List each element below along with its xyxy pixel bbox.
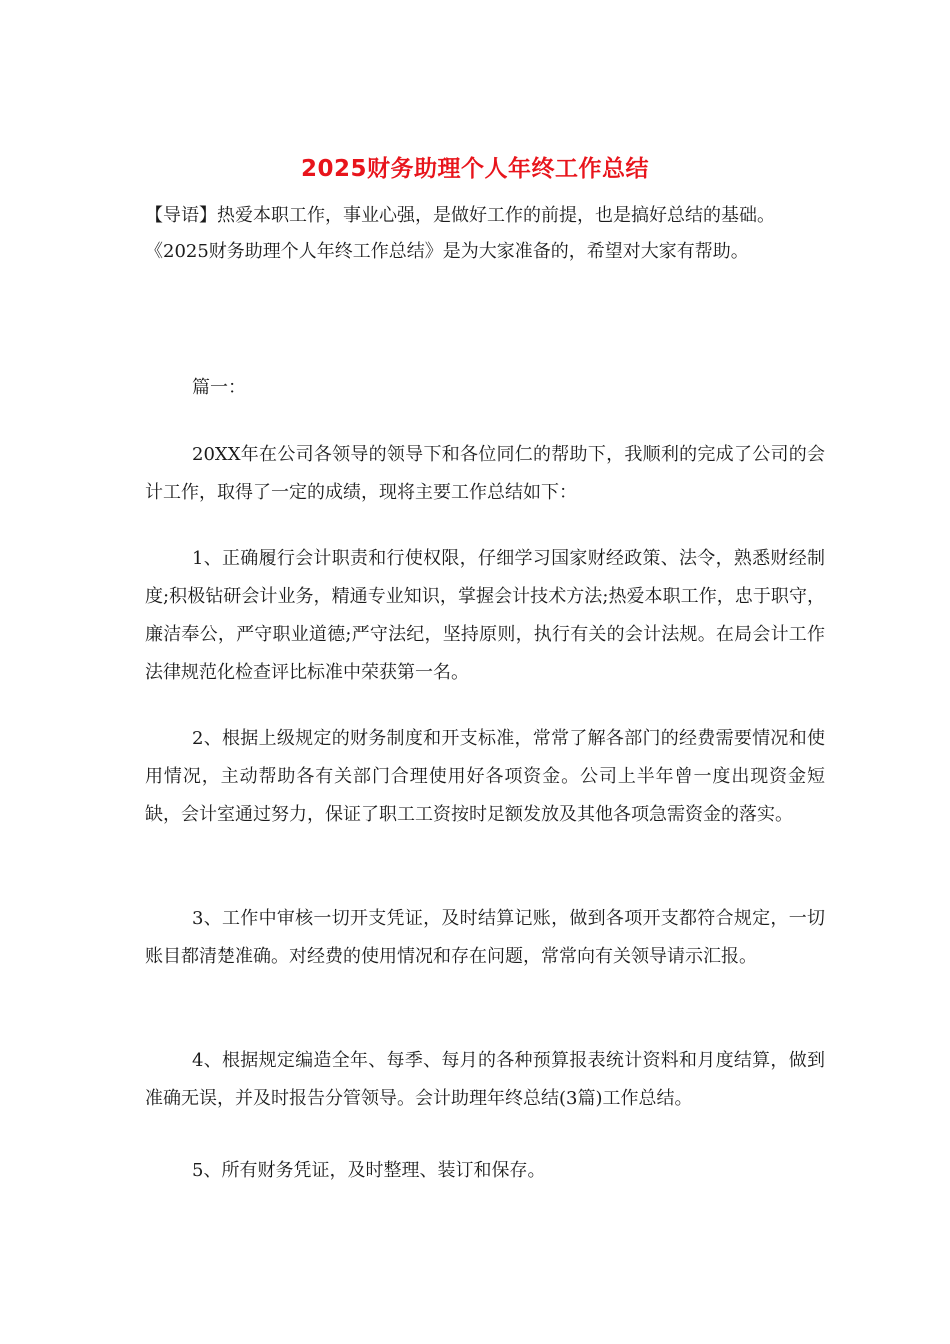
body-paragraph: 1、正确履行会计职责和行使权限，仔细学习国家财经政策、法令，熟悉财经制度;积极钻研会计业务，精通专业知识，掌握会计技术方法;热爱本职工作，忠于职守，廉洁奉公，严守职业道德;严守法纪，坚持原则，执行有关的会计法规。在局会计工作法律规范化检查评比标准中荣获第一名。 — [145, 548, 825, 683]
body-paragraph: 4、根据规定编造全年、每季、每月的各种预算报表统计资料和月度结算，做到准确无误，并及时报告分管领导。会计助理年终总结(3篇)工作总结。 — [145, 1050, 825, 1109]
intro-block — [145, 198, 835, 270]
intro-line: 《2025财务助理个人年终工作总结》是为大家准备的，希望对大家有帮助。 — [145, 241, 749, 262]
body-paragraph: 3、工作中审核一切开支凭证，及时结算记账，做到各项开支都符合规定，一切账目都清楚准确。对经费的使用情况和存在问题，常常向有关领导请示汇报。 — [145, 908, 825, 967]
intro-line: 【导语】热爱本职工作，事业心强，是做好工作的前提，也是搞好总结的基础。 — [145, 205, 775, 226]
section-heading: 篇一： — [192, 377, 246, 398]
body-paragraph: 2、根据上级规定的财务制度和开支标准，常常了解各部门的经费需要情况和使用情况，主动帮助各有关部门合理使用好各项资金。公司上半年曾一度出现资金短缺，会计室通过努力，保证了职工工资按时足额发放及其他各项急需资金的落实。 — [145, 728, 825, 825]
body-paragraph: 5、所有财务凭证，及时整理、装订和保存。 — [192, 1160, 546, 1181]
document-title: 2025财务助理个人年终工作总结 — [300, 156, 649, 182]
body-paragraph: 20XX年在公司各领导的领导下和各位同仁的帮助下，我顺利的完成了公司的会计工作，取得了一定的成绩，现将主要工作总结如下： — [145, 444, 825, 503]
